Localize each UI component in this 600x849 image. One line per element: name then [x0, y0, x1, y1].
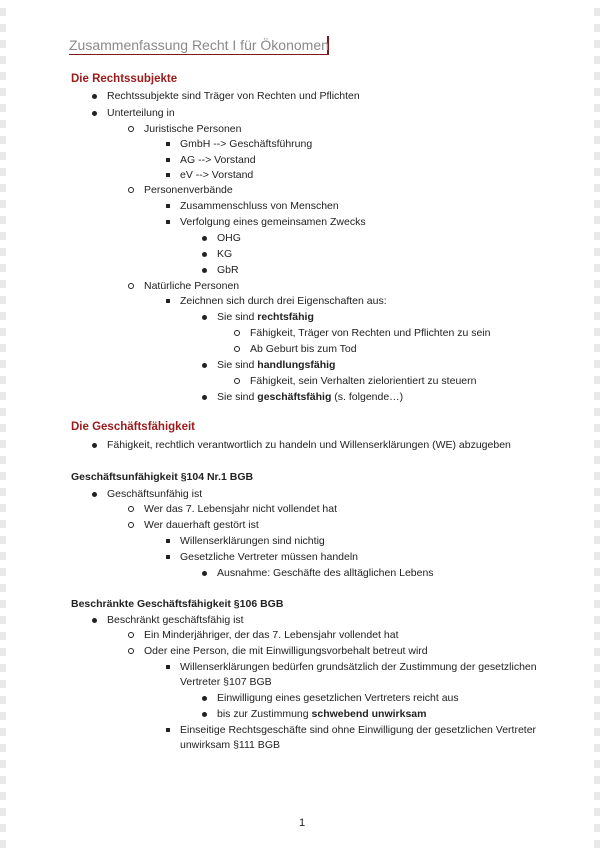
subsection-heading-geschaeftsunfaehigkeit: Geschäftsunfähigkeit §104 Nr.1 BGB [71, 471, 254, 483]
list-item-continuation: unwirksam §111 BGB [180, 739, 280, 751]
circle-bullet-icon [128, 522, 134, 528]
bullet-icon [202, 236, 207, 241]
square-bullet-icon [166, 728, 170, 732]
bullet-icon [202, 363, 207, 368]
bullet-icon [202, 315, 207, 320]
list-item: Beschränkt geschäftsfähig ist [92, 614, 244, 627]
section-heading-rechtssubjekte: Die Rechtssubjekte [71, 73, 178, 85]
square-bullet-icon [166, 173, 170, 177]
list-item: Fähigkeit, Träger von Rechten und Pflichten zu sein [234, 327, 490, 340]
section-heading-geschaeftsfaehigkeit: Die Geschäftsfähigkeit [71, 421, 195, 433]
list-item: Juristische Personen [128, 123, 241, 136]
list-item: Verfolgung eines gemeinsamen Zwecks [166, 216, 366, 229]
square-bullet-icon [166, 539, 170, 543]
bullet-icon [92, 618, 97, 623]
list-item: Einseitige Rechtsgeschäfte sind ohne Einwilligung der gesetzlichen Vertreter [166, 724, 536, 737]
square-bullet-icon [166, 142, 170, 146]
list-item: AG --> Vorstand [166, 154, 256, 167]
list-item: Ausnahme: Geschäfte des alltäglichen Lebens [202, 567, 434, 580]
list-item: Natürliche Personen [128, 280, 239, 293]
list-item: Unterteilung in [92, 107, 175, 120]
bullet-icon [92, 492, 97, 497]
bullet-icon [202, 712, 207, 717]
bullet-icon [202, 571, 207, 576]
list-item-continuation: Vertreter §107 BGB [180, 676, 272, 688]
list-item: Sie sind geschäftsfähig (s. folgende…) [202, 391, 403, 404]
bullet-icon [202, 268, 207, 273]
circle-bullet-icon [128, 632, 134, 638]
circle-bullet-icon [128, 187, 134, 193]
square-bullet-icon [166, 220, 170, 224]
list-item: Einwilligung eines gesetzlichen Vertreters reicht aus [202, 692, 459, 705]
document-header-title: Zusammenfassung Recht I für Ökonomen [69, 37, 329, 53]
circle-bullet-icon [234, 330, 240, 336]
bullet-icon [92, 111, 97, 116]
list-item: eV --> Vorstand [166, 169, 253, 182]
list-item: Rechtssubjekte sind Träger von Rechten und Pflichten [92, 90, 360, 103]
list-item: Ab Geburt bis zum Tod [234, 343, 357, 356]
list-item: GmbH --> Geschäftsführung [166, 138, 312, 151]
subsection-heading-beschraenkte-geschaeftsfaehigkeit: Beschränkte Geschäftsfähigkeit §106 BGB [71, 598, 284, 610]
list-item: GbR [202, 264, 239, 277]
list-item: Wer das 7. Lebensjahr nicht vollendet hat [128, 503, 337, 516]
circle-bullet-icon [128, 648, 134, 654]
circle-bullet-icon [234, 346, 240, 352]
document-page [6, 0, 594, 849]
square-bullet-icon [166, 555, 170, 559]
circle-bullet-icon [128, 283, 134, 289]
list-item: Zusammenschluss von Menschen [166, 200, 339, 213]
bullet-icon [202, 696, 207, 701]
list-item: Wer dauerhaft gestört ist [128, 519, 259, 532]
list-item: bis zur Zustimmung schwebend unwirksam [202, 708, 426, 721]
list-item: Gesetzliche Vertreter müssen handeln [166, 551, 358, 564]
bullet-icon [202, 252, 207, 257]
list-item: Ein Minderjähriger, der das 7. Lebensjahr vollendet hat [128, 629, 399, 642]
list-item: Sie sind rechtsfähig [202, 311, 314, 324]
page-number: 1 [299, 817, 306, 829]
square-bullet-icon [166, 158, 170, 162]
list-item: Fähigkeit, rechtlich verantwortlich zu handeln und Willenserklärungen (WE) abzugeben [92, 439, 511, 452]
list-item: Oder eine Person, die mit Einwilligungsvorbehalt betreut wird [128, 645, 428, 658]
bullet-icon [92, 443, 97, 448]
list-item: Zeichnen sich durch drei Eigenschaften aus: [166, 295, 387, 308]
list-item: Willenserklärungen bedürfen grundsätzlich der Zustimmung der gesetzlichen [166, 661, 537, 674]
list-item: OHG [202, 232, 241, 245]
list-item: Sie sind handlungsfähig [202, 359, 335, 372]
circle-bullet-icon [128, 126, 134, 132]
list-item: Fähigkeit, sein Verhalten zielorientiert zu steuern [234, 375, 476, 388]
circle-bullet-icon [128, 506, 134, 512]
square-bullet-icon [166, 299, 170, 303]
square-bullet-icon [166, 665, 170, 669]
list-item: Personenverbände [128, 184, 233, 197]
circle-bullet-icon [234, 378, 240, 384]
list-item: Willenserklärungen sind nichtig [166, 535, 325, 548]
list-item: Geschäftsunfähig ist [92, 488, 202, 501]
list-item: KG [202, 248, 232, 261]
bullet-icon [92, 94, 97, 99]
square-bullet-icon [166, 204, 170, 208]
bullet-icon [202, 395, 207, 400]
